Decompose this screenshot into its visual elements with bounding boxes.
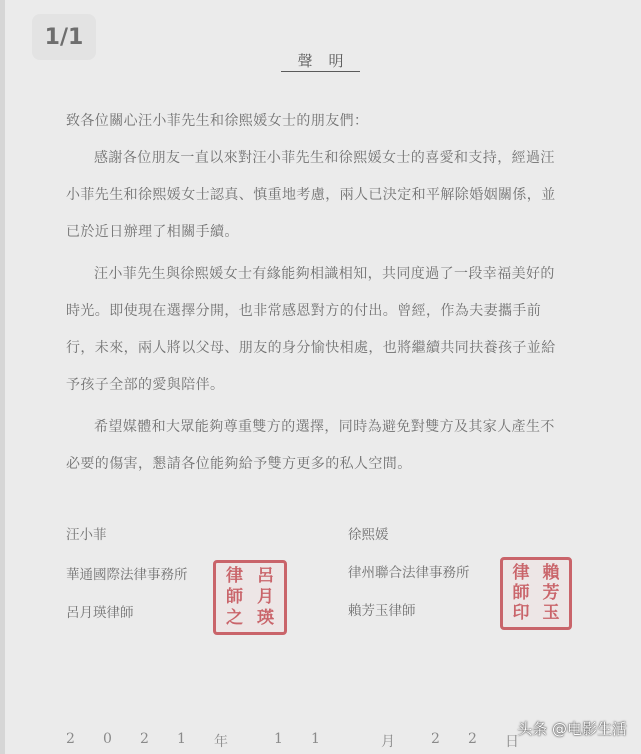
seal-char: 芳	[542, 582, 560, 603]
paragraph-3-line-1: 希望媒體和大眾能夠尊重雙方的選擇，同時為避免對雙方及其家人產生不	[94, 419, 555, 435]
paragraph-2-line-1: 汪小菲先生與徐熙媛女士有緣能夠相識相知，共同度過了一段幸福美好的	[94, 266, 555, 282]
signatory-2-lawyer: 賴芳玉律師	[348, 603, 416, 619]
seal-char: 玉	[542, 603, 560, 624]
paragraph-2-line-4: 予孩子全部的愛與陪伴。	[66, 377, 225, 393]
page-indicator-badge: 1/1	[32, 14, 96, 60]
seal-char: 月	[257, 587, 274, 607]
date-char: 月	[381, 734, 395, 750]
seal-char: 印	[512, 603, 530, 624]
left-edge-border	[0, 0, 5, 754]
paragraph-3-line-2: 必要的傷害，懇請各位能夠給予雙方更多的私人空間。	[66, 456, 412, 472]
date-char: 2	[66, 731, 75, 747]
lawyer-seal-right	[500, 557, 572, 630]
paragraph-2-line-2: 時光。即使現在選擇分開，也非常感恩對方的付出。曾經，作為夫妻攜手前	[66, 303, 542, 319]
date-char: 日	[505, 734, 519, 750]
lawyer-seal-left	[213, 560, 287, 635]
seal-char: 之	[226, 608, 243, 628]
seal-char: 師	[226, 587, 243, 607]
date-char: 0	[103, 731, 112, 747]
date-char: 1	[311, 731, 320, 747]
paragraph-1-line-1: 感謝各位朋友一直以來對汪小菲先生和徐熙媛女士的喜愛和支持，經過汪	[94, 150, 555, 166]
paragraph-1-line-3: 已於近日辦理了相關手續。	[66, 224, 239, 240]
date-char: 2	[468, 731, 477, 747]
signatory-2-name: 徐熙媛	[348, 527, 389, 543]
date-char: 年	[214, 734, 228, 750]
salutation: 致各位關心汪小菲先生和徐熙媛女士的朋友們：	[66, 113, 369, 129]
paragraph-1-line-2: 小菲先生和徐熙媛女士認真、慎重地考慮，兩人已決定和平解除婚姻關係，並	[66, 187, 556, 203]
date-char: 1	[177, 731, 186, 747]
seal-char: 律	[512, 562, 530, 583]
document-date	[66, 731, 542, 751]
signatory-1-name: 汪小菲	[66, 527, 107, 543]
date-char: 2	[140, 731, 149, 747]
signatory-1-lawyer: 呂月瑛律師	[66, 605, 134, 621]
signatory-2-firm: 律州聯合法律事務所	[348, 565, 470, 581]
seal-char: 師	[512, 582, 530, 603]
seal-char: 呂	[257, 566, 274, 586]
seal-char: 賴	[542, 562, 560, 583]
seal-char: 律	[226, 566, 243, 586]
document-title: 聲明	[0, 50, 641, 71]
signatory-1-firm: 華通國際法律事務所	[66, 567, 188, 583]
source-watermark: 头条 @电影生活	[517, 720, 627, 738]
paragraph-2-line-3: 行，未來，兩人將以父母、朋友的身分愉快相處，也將繼續共同扶養孩子並給	[66, 340, 556, 356]
seal-char: 瑛	[257, 608, 274, 628]
date-char: 2	[431, 731, 440, 747]
date-char: 1	[274, 731, 283, 747]
